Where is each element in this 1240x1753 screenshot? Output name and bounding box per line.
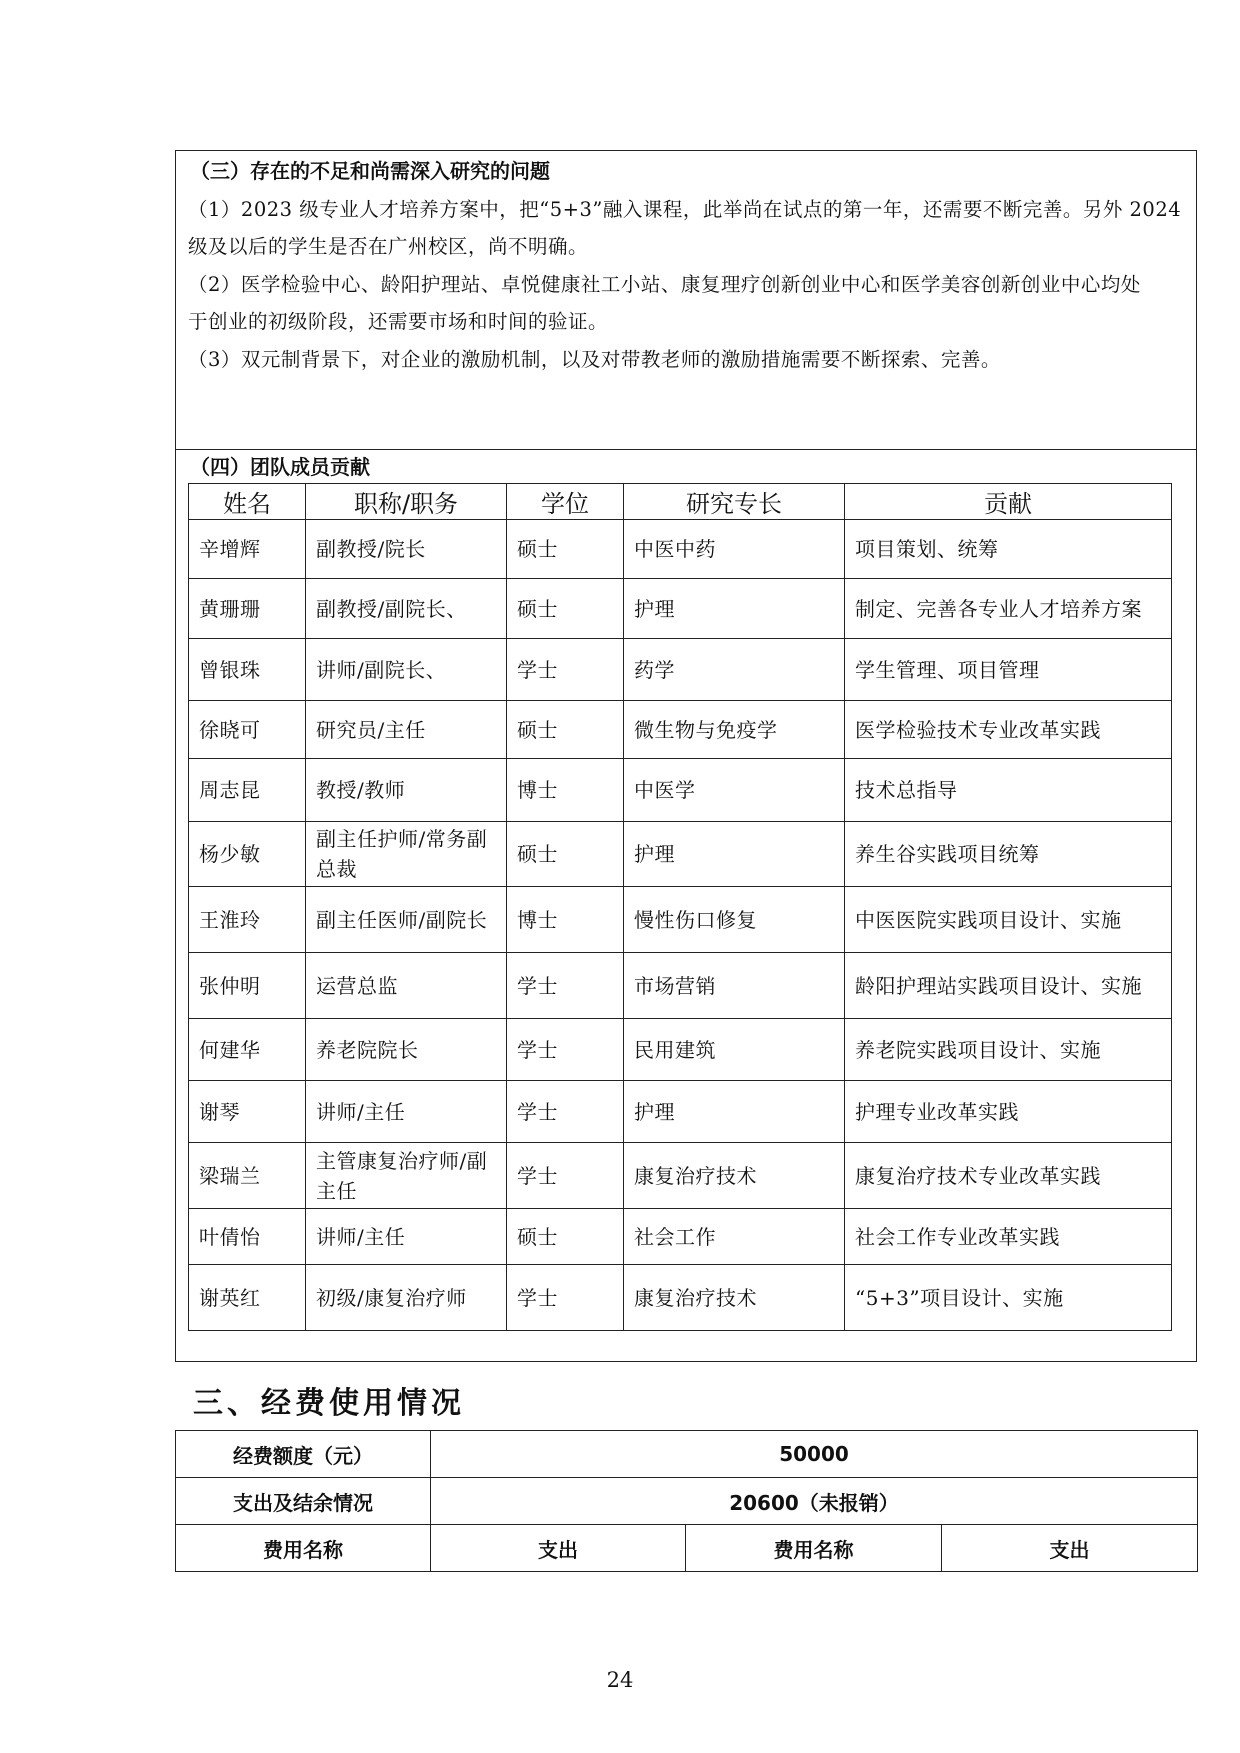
cell-specialty: 护理	[624, 579, 845, 639]
cell-title: 初级/康复治疗师	[306, 1265, 507, 1331]
cell-title: 教授/教师	[306, 759, 507, 822]
cell-name: 王淮玲	[189, 887, 306, 953]
table-row	[189, 1265, 1172, 1331]
cell-degree: 学士	[507, 953, 624, 1019]
cell-name: 曾银珠	[189, 639, 306, 701]
table-row	[189, 520, 1172, 579]
cell-contribution: 制定、完善各专业人才培养方案	[845, 579, 1172, 639]
header-degree: 学位	[507, 484, 624, 520]
cell-contribution: 社会工作专业改革实践	[845, 1209, 1172, 1265]
quota-label: 经费额度（元）	[176, 1431, 431, 1478]
cell-specialty: 护理	[624, 1081, 845, 1143]
cell-name: 梁瑞兰	[189, 1143, 306, 1209]
table-row	[189, 579, 1172, 639]
funds-quota-row	[176, 1431, 1198, 1478]
cell-contribution: 康复治疗技术专业改革实践	[845, 1143, 1172, 1209]
table-row	[189, 1081, 1172, 1143]
paragraph-1-line-2: 级及以后的学生是否在广州校区，尚不明确。	[188, 235, 589, 258]
cell-specialty: 慢性伤口修复	[624, 887, 845, 953]
cell-name: 杨少敏	[189, 822, 306, 887]
cell-name: 徐晓可	[189, 701, 306, 759]
cell-degree: 学士	[507, 1081, 624, 1143]
cell-specialty: 中医中药	[624, 520, 845, 579]
paragraph-2-line-1: （2）医学检验中心、龄阳护理站、卓悦健康社工小站、康复理疗创新创业中心和医学美容创新创业中心均处	[188, 273, 1141, 296]
cell-title: 副教授/院长	[306, 520, 507, 579]
cell-degree: 博士	[507, 887, 624, 953]
funds-table	[175, 1430, 1198, 1572]
funds-col-expense-name-2: 费用名称	[686, 1525, 942, 1572]
cell-name: 张仲明	[189, 953, 306, 1019]
cell-specialty: 中医学	[624, 759, 845, 822]
balance-label: 支出及结余情况	[176, 1478, 431, 1525]
cell-title: 研究员/主任	[306, 701, 507, 759]
table-header-row	[189, 484, 1172, 520]
cell-title: 运营总监	[306, 953, 507, 1019]
section-divider	[176, 449, 1196, 450]
cell-title: 副主任护师/常务副总裁	[306, 822, 507, 887]
paragraph-3-line-1: （3）双元制背景下，对企业的激励机制，以及对带教老师的激励措施需要不断探索、完善。	[188, 348, 1001, 371]
table-row	[189, 701, 1172, 759]
cell-name: 何建华	[189, 1019, 306, 1081]
cell-contribution: 医学检验技术专业改革实践	[845, 701, 1172, 759]
cell-specialty: 市场营销	[624, 953, 845, 1019]
section3-title: （三）存在的不足和尚需深入研究的问题	[190, 159, 550, 183]
cell-degree: 学士	[507, 1143, 624, 1209]
cell-contribution: 养生谷实践项目统筹	[845, 822, 1172, 887]
paragraph-2-line-2: 于创业的初级阶段，还需要市场和时间的验证。	[188, 310, 609, 333]
cell-contribution: “5+3”项目设计、实施	[845, 1265, 1172, 1331]
table-row	[189, 953, 1172, 1019]
cell-name: 谢琴	[189, 1081, 306, 1143]
cell-title: 讲师/主任	[306, 1209, 507, 1265]
cell-title: 副主任医师/副院长	[306, 887, 507, 953]
cell-specialty: 药学	[624, 639, 845, 701]
cell-contribution: 中医医院实践项目设计、实施	[845, 887, 1172, 953]
table-row	[189, 822, 1172, 887]
funds-col-expense-2: 支出	[942, 1525, 1198, 1572]
header-name: 姓名	[189, 484, 306, 520]
quota-value: 50000	[431, 1431, 1198, 1478]
header-contribution: 贡献	[845, 484, 1172, 520]
cell-contribution: 护理专业改革实践	[845, 1081, 1172, 1143]
table-row	[189, 639, 1172, 701]
cell-name: 黄珊珊	[189, 579, 306, 639]
cell-specialty: 康复治疗技术	[624, 1143, 845, 1209]
table-row	[189, 1019, 1172, 1081]
page-number: 24	[606, 1668, 634, 1692]
cell-name: 谢英红	[189, 1265, 306, 1331]
funds-section-heading: 三、经费使用情况	[193, 1386, 465, 1421]
cell-specialty: 社会工作	[624, 1209, 845, 1265]
cell-contribution: 龄阳护理站实践项目设计、实施	[845, 953, 1172, 1019]
table-row	[189, 887, 1172, 953]
cell-contribution: 养老院实践项目设计、实施	[845, 1019, 1172, 1081]
cell-degree: 硕士	[507, 701, 624, 759]
cell-specialty: 康复治疗技术	[624, 1265, 845, 1331]
cell-name: 周志昆	[189, 759, 306, 822]
cell-title: 讲师/主任	[306, 1081, 507, 1143]
cell-specialty: 护理	[624, 822, 845, 887]
cell-title: 讲师/副院长、	[306, 639, 507, 701]
cell-specialty: 民用建筑	[624, 1019, 845, 1081]
cell-name: 叶倩怡	[189, 1209, 306, 1265]
paragraph-1-line-1: （1）2023 级专业人才培养方案中，把“5+3”融入课程，此举尚在试点的第一年，还需要不断完善。另外 2024	[188, 198, 1182, 221]
cell-degree: 硕士	[507, 1209, 624, 1265]
table-row	[189, 759, 1172, 822]
cell-contribution: 技术总指导	[845, 759, 1172, 822]
cell-degree: 博士	[507, 759, 624, 822]
funds-header-row	[176, 1525, 1198, 1572]
cell-degree: 学士	[507, 639, 624, 701]
balance-value: 20600（未报销）	[431, 1478, 1198, 1525]
cell-degree: 硕士	[507, 520, 624, 579]
cell-degree: 硕士	[507, 822, 624, 887]
cell-specialty: 微生物与免疫学	[624, 701, 845, 759]
table-row	[189, 1143, 1172, 1209]
funds-col-expense-1: 支出	[431, 1525, 686, 1572]
cell-contribution: 项目策划、统筹	[845, 520, 1172, 579]
table-row	[189, 1209, 1172, 1265]
cell-degree: 学士	[507, 1019, 624, 1081]
header-specialty: 研究专长	[624, 484, 845, 520]
cell-title: 养老院院长	[306, 1019, 507, 1081]
funds-col-expense-name-1: 费用名称	[176, 1525, 431, 1572]
funds-balance-row	[176, 1478, 1198, 1525]
cell-degree: 学士	[507, 1265, 624, 1331]
cell-title: 副教授/副院长、	[306, 579, 507, 639]
report-frame	[175, 150, 1197, 1362]
cell-title: 主管康复治疗师/副主任	[306, 1143, 507, 1209]
header-title: 职称/职务	[306, 484, 507, 520]
section4-title: （四）团队成员贡献	[190, 455, 370, 479]
cell-contribution: 学生管理、项目管理	[845, 639, 1172, 701]
team-contribution-table	[188, 483, 1172, 1331]
cell-name: 辛增辉	[189, 520, 306, 579]
cell-degree: 硕士	[507, 579, 624, 639]
